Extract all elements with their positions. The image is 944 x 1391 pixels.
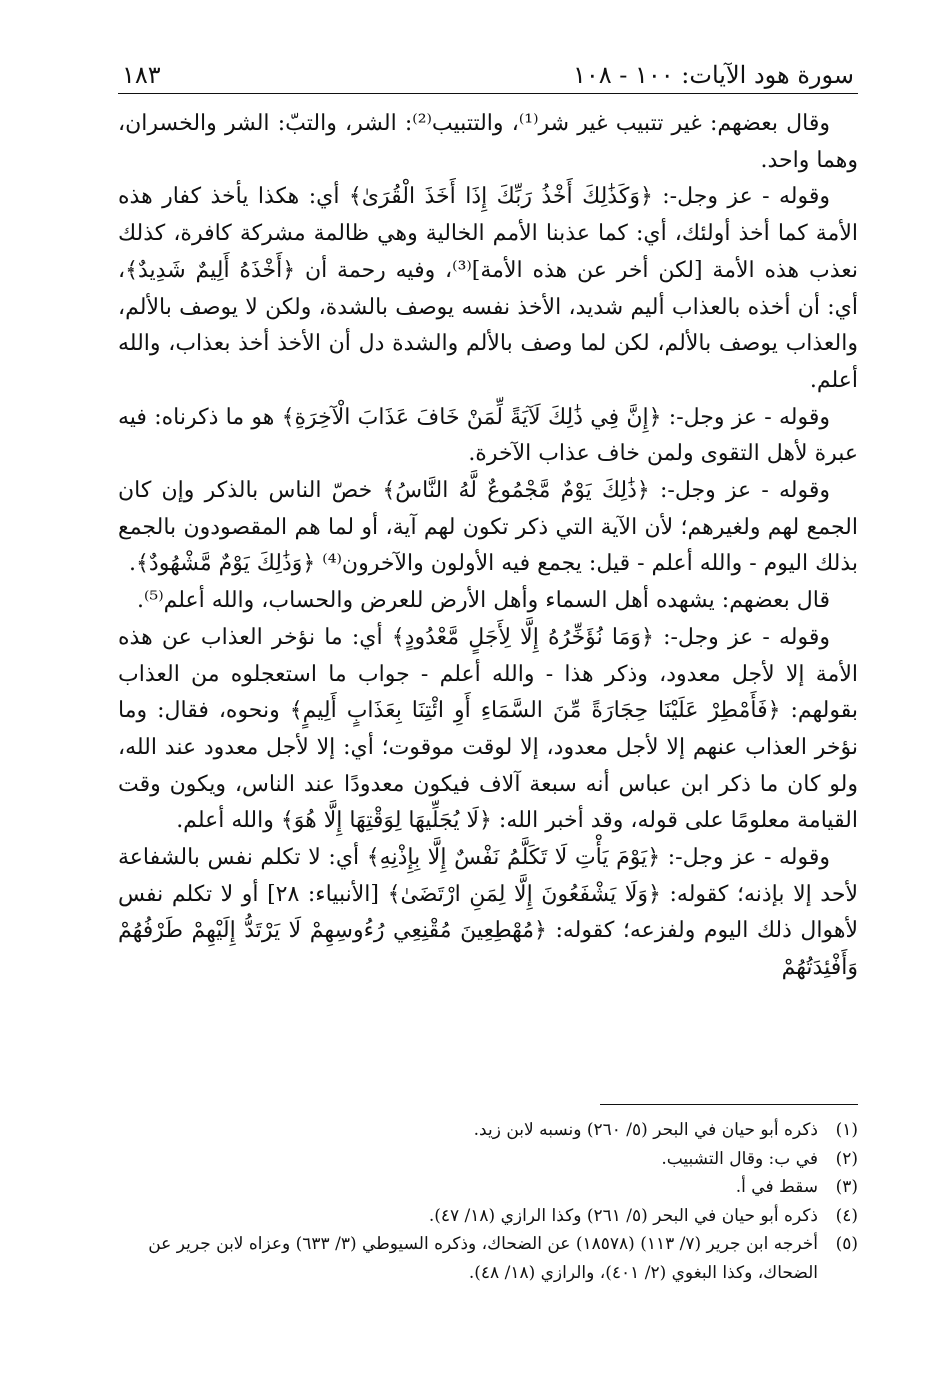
footnote-separator — [600, 1104, 858, 1105]
paragraph: وقوله - عز وجل-: ﴿وَمَا نُؤَخِّرُهُ إِلَّا لِأَجَلٍ مَّعْدُودٍ﴾ أي: ما نؤخر العذاب عن هذه الأمة إلا لأجل معدود، وذكر هذا - والله أعلم - جواب ما استعجلوه من العذاب بقولهم: ﴿فَأَمْطِرْ عَلَيْنَا حِجَارَةً مِّنَ السَّمَاءِ أَوِ ائْتِنَا بِعَذَابٍ أَلِيمٍ﴾ ونحوه، فقال: وما نؤخر العذاب عنهم إلا لأجل معدود، إلا لوقت موقوت؛ أي: إلا لأجل معدود عند الله، ولو كان ما ذكر ابن عباس أنه سبعة آلاف فيكون معدودًا عند الناس، ويكون وقت القيامة معلومًا على قوله، وقد أخبر الله: ﴿لَا يُجَلِّيهَا لِوَقْتِهَا إِلَّا هُوَ﴾ والله أعلم. — [118, 624, 858, 834]
footnote — [118, 1202, 858, 1231]
surah-title: سورة هود الآيات: ١٠٠ - ١٠٨ — [572, 61, 854, 89]
body-text — [118, 106, 858, 987]
footnote-number: (٥) — [835, 1234, 858, 1254]
paragraph: وقوله - عز وجل-: ﴿ذَٰلِكَ يَوْمٌ مَّجْمُوعٌ لَّهُ النَّاسُ﴾ خصّ الناس بالذكر وإن كان الجمع لهم ولغيرهم؛ لأن الآية التي ذكر تكون لهم آية، أو لما هم المقصودون بالجمع بذلك اليوم - والله أعلم - قيل: يجمع فيه الأولون والآخرون⁽⁴⁾ ﴿وَذَٰلِكَ يَوْمٌ مَّشْهُودٌ﴾. — [118, 478, 858, 577]
paragraph: وقوله - عز وجل-: ﴿يَوْمَ يَأْتِ لَا تَكَلَّمُ نَفْسٌ إِلَّا بِإِذْنِهِ﴾ أي: لا تكلم نفس بالشفاعة لأحد إلا بإذنه؛ كقوله: ﴿وَلَا يَشْفَعُونَ إِلَّا لِمَنِ ارْتَضَىٰ﴾ [الأنبياء: ٢٨] أو لا تكلم نفس لأهوال ذلك اليوم ولفزعه؛ كقوله: ﴿مُهْطِعِينَ مُقْنِعِي رُءُوسِهِمْ لَا يَرْتَدُّ إِلَيْهِمْ طَرْفُهُمْ وَأَفْئِدَتُهُمْ — [118, 845, 858, 981]
footnote — [118, 1116, 858, 1145]
footnote-text: في ب: وقال التشبيب. — [661, 1148, 818, 1169]
paragraph: وقوله - عز وجل-: ﴿وَكَذَٰلِكَ أَخْذُ رَبِّكَ إِذَا أَخَذَ الْقُرَىٰ﴾ أي: هكذا يأخذ كفار هذه الأمة كما أخذ أولئك، أي: كما عذبنا الأمم الخالية وهي ظالمة مشركة كافرة، كذلك نعذب هذه الأمة [لكن أخر عن هذه الأمة]⁽³⁾، وفيه رحمة أن ﴿أَخْذَهُ أَلِيمٌ شَدِيدٌ﴾، أي: أن أخذه بالعذاب أليم شديد، الأخذ نفسه يوصف بالشدة، ولكن لا يوصف بالألم، والعذاب يوصف بالألم، لكن لما وصف بالألم والشدة دل أن الأخذ أخذ بعذاب، والله أعلم. — [118, 184, 858, 393]
paragraph: وقوله - عز وجل-: ﴿إِنَّ فِي ذَٰلِكَ لَآيَةً لِّمَنْ خَافَ عَذَابَ الْآخِرَةِ﴾ هو ما ذكرناه: فيه عبرة لأهل التقوى ولمن خاف عذاب الآخرة. — [118, 404, 858, 467]
footnote — [118, 1145, 858, 1174]
footnote-text: سقط في أ. — [735, 1177, 818, 1197]
paragraph: قال بعضهم: يشهده أهل السماء وأهل الأرض للعرض والحساب، والله أعلم⁽⁵⁾. — [136, 588, 830, 614]
footnote — [118, 1230, 858, 1287]
footnote-text: ذكره أبو حيان في البحر (٥/ ٢٦٠) ونسبه لابن زيد. — [473, 1120, 818, 1140]
footnotes — [118, 1116, 858, 1287]
footnote — [118, 1173, 858, 1202]
page — [118, 52, 858, 987]
footnote-text: أخرجه ابن جرير (٧/ ١١٣) (١٨٥٧٨) عن الضحاك، وذكره السيوطي (٣/ ٦٣٣) وعزاه لابن جرير عن الضحاك، وكذا البغوي (٢/ ٤٠١)، والرازي (١٨/ ٤٨). — [148, 1234, 818, 1283]
footnote-number: (١) — [835, 1120, 858, 1140]
running-header — [118, 52, 858, 94]
footnote-number: (٢) — [835, 1148, 858, 1169]
footnote-number: (٤) — [835, 1205, 858, 1226]
footnote-number: (٣) — [835, 1177, 858, 1197]
paragraph: وقال بعضهم: غير تتبيب غير شر⁽¹⁾، والتتبيب⁽²⁾: الشر، والتبّ: الشر والخسران، وهما واحد. — [118, 111, 858, 173]
footnote-text: ذكره أبو حيان في البحر (٥/ ٢٦١) وكذا الرازي (١٨/ ٤٧). — [428, 1205, 818, 1226]
page-number: ١٨٣ — [122, 61, 161, 89]
